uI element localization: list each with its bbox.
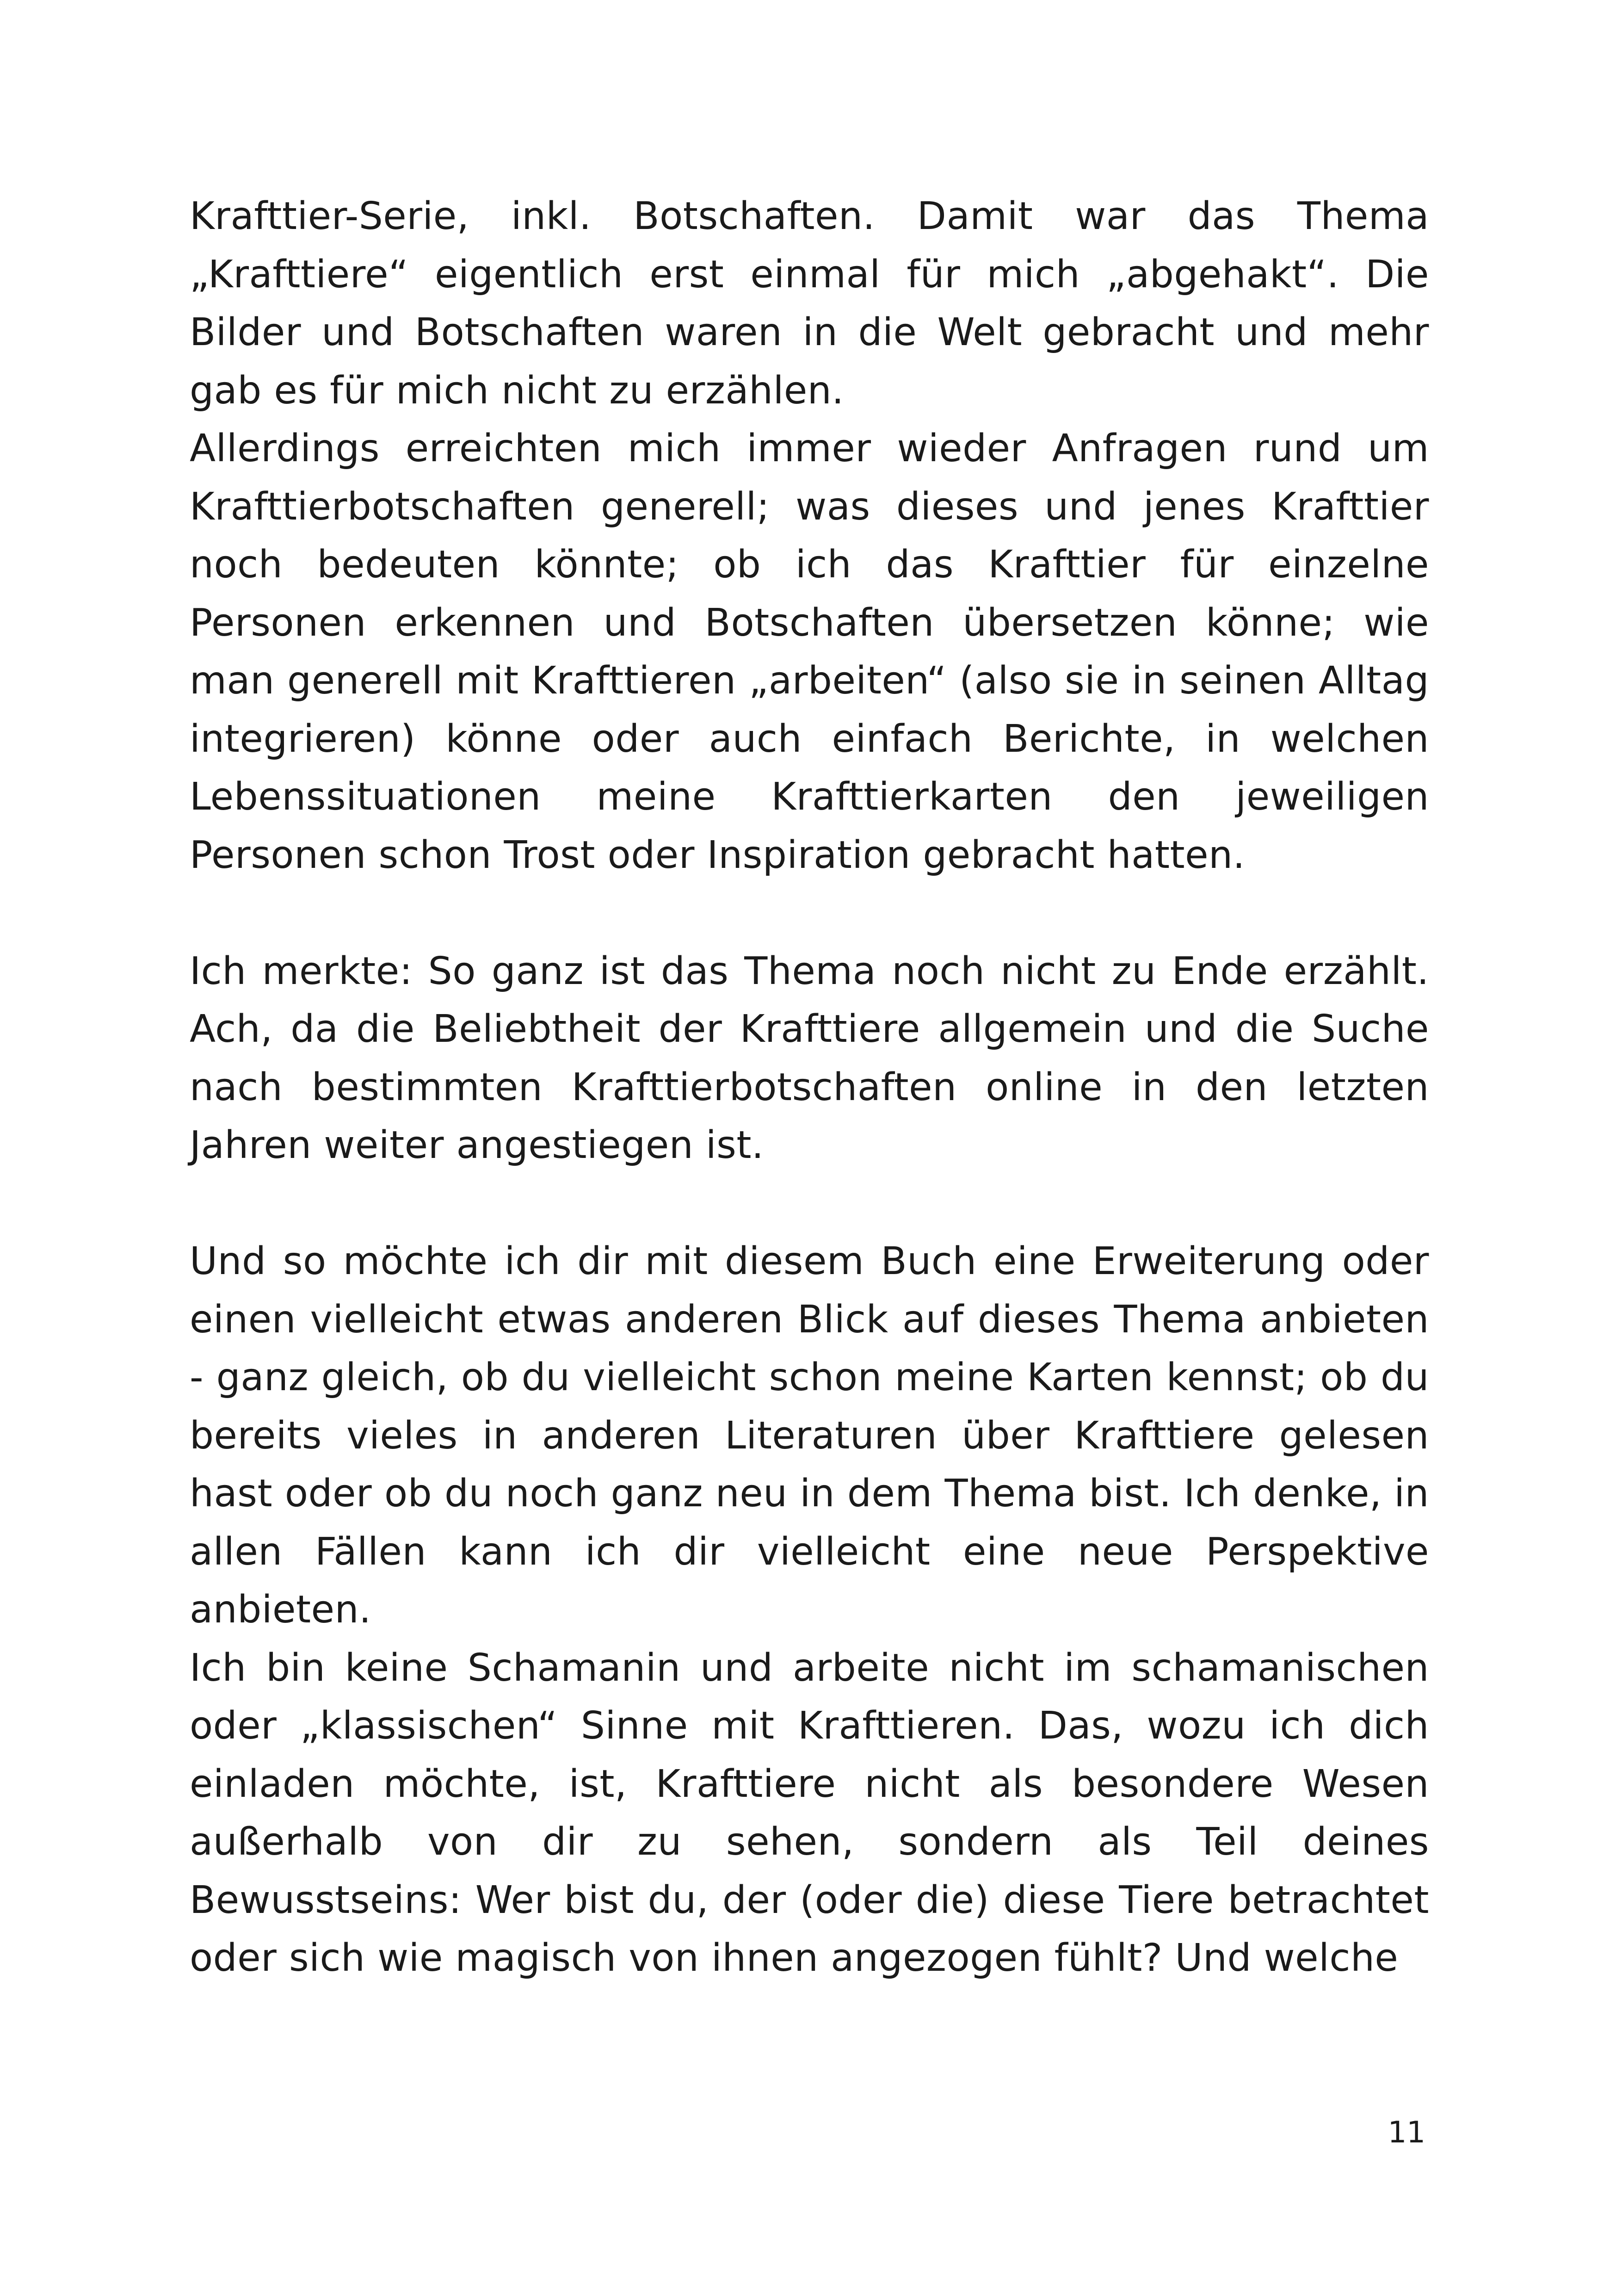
paragraph-4: Und so möchte ich dir mit diesem Buch eine Erweiterung oder einen vielleicht etwas anderen Blick auf dieses Thema anbieten - ganz gleich, ob du vielleicht schon meine Karten kennst; ob du bereits vieles in anderen Literaturen über Krafttiere gelesen hast oder ob du noch ganz neu in dem Thema bist. Ich denke, in allen Fällen kann ich dir vielleicht eine neue Perspektive anbieten. bbox=[190, 1239, 1429, 1632]
paragraph-1: Krafttier-Serie, inkl. Botschaften. Damit war das Thema „Krafttiere“ eigentlich erst einmal für mich „abgehakt“. Die Bilder und Botschaften waren in die Welt gebracht und mehr gab es für mich nicht zu erzählen. bbox=[190, 194, 1429, 413]
paragraph-5: Ich bin keine Schamanin und arbeite nicht im schamanischen oder „klassischen“ Sinne mit Krafttieren. Das, wozu ich dich einladen möchte, ist, Krafttiere nicht als besondere Wesen außerhalb von dir zu sehen, sondern als Teil deines Bewusstseins: Wer bist du, der (oder die) diese Tiere betrachtet oder sich wie magisch von ihnen angezogen fühlt? Und welche bbox=[190, 1646, 1429, 1980]
paragraph-3: Ich merkte: So ganz ist das Thema noch nicht zu Ende erzählt. Ach, da die Beliebtheit der Krafttiere allgemein und die Suche nach bestimmten Krafttierbotschaften online in den letzten Jahren weiter angestiegen ist. bbox=[190, 949, 1429, 1167]
body-text bbox=[190, 187, 1429, 1987]
page-number: 11 bbox=[1388, 2116, 1425, 2150]
paragraph-2: Allerdings erreichten mich immer wieder Anfragen rund um Krafttierbotschaften generell; was dieses und jenes Krafttier noch bedeuten könnte; ob ich das Krafttier für einzelne Personen erkennen und Botschaften übersetzen könne; wie man generell mit Krafttieren „arbeiten“ (also sie in seinen Alltag integrieren) könne oder auch einfach Berichte, in welchen Lebenssituationen meine Krafttierkarten den jeweiligen Personen schon Trost oder Inspiration gebracht hatten. bbox=[190, 427, 1429, 877]
